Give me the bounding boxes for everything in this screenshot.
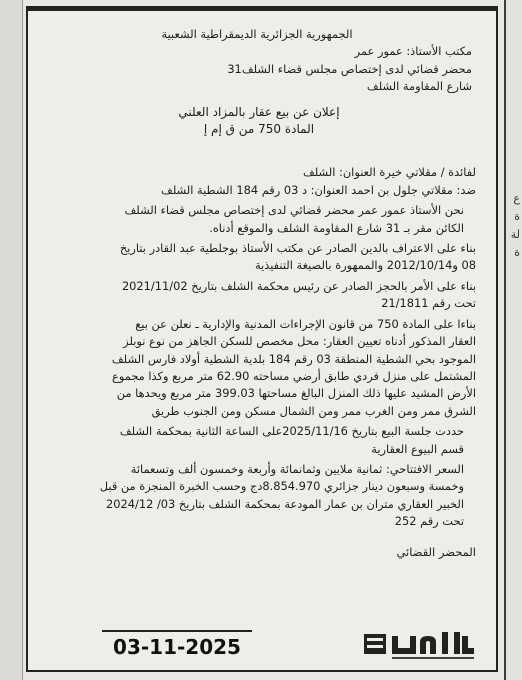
notice-title <box>42 104 476 139</box>
newspaper-logo <box>358 628 478 662</box>
text-line: بناء على الاعتراف بالدين الصادر عن مكتب الأستاذ بوجلطية عبد القادر بتاريخ <box>119 241 476 256</box>
office-name: مكتب الأستاذ: عمور عمر <box>354 44 472 59</box>
basis-debt <box>42 240 476 275</box>
adjacent-page-edge <box>0 0 23 680</box>
text-line: تحت رقم 252 <box>394 514 464 529</box>
notice-header <box>42 26 476 96</box>
text-line: 08 و2012/10/14 والممهورة بالصيغة التنفيذية <box>254 258 476 273</box>
text-line: بناء على الأمر بالحجز الصادر عن رئيس محكمة الشلف بتاريخ 2021/11/02 <box>121 278 476 293</box>
opening-price <box>42 461 476 531</box>
office-role: محضر قضائي لدى إختصاص مجلس قضاء الشلف31 <box>227 61 472 76</box>
bailiff-statement <box>42 202 476 237</box>
strip-fragment: ة <box>514 210 520 223</box>
text-line: المشتمل على منزل فردي طابق أرضي مساحته 62.90 متر مربع وكذا مجموع <box>112 368 476 383</box>
text-line: بناءا على المادة 750 من قانون الإجراءات المدنية والإدارية ـ نعلن عن بيع <box>135 316 476 331</box>
top-rule <box>28 8 496 11</box>
strip-fragment: ة <box>514 246 520 259</box>
title-line-1: إعلان عن بيع عقار بالمزاد العلني <box>178 104 340 119</box>
text-line: الخبير العقاري متران بن عمار المودعة بمحكمة الشلف بتاريخ 03/ 2024/12 <box>106 496 464 511</box>
text-line: الشرق ممر ومن الغرب ممر ومن الشمال مسكن ومن الجنوب طريق <box>151 403 476 418</box>
text-line: قسم البيوع العقارية <box>371 441 464 456</box>
text-line: نحن الأستاذ عمور عمر محضر قضائي لدى إختصاص مجلس قضاء الشلف <box>124 203 464 218</box>
text-line: حددت جلسة البيع بتاريخ 2025/11/16على الساعة الثانية بمحكمة الشلف <box>119 424 464 439</box>
text-line: العقار المذكور أدناه تعيين العقار: محل مخصص للسكن الجاهز من نوع نوبلز <box>123 334 476 349</box>
publication-date: 03-11-2025 <box>102 630 252 662</box>
title-line-2: المادة 750 من ق إم إ <box>203 122 315 137</box>
republic-heading: الجمهورية الجزائرية الديمقراطية الشعبية <box>161 27 353 41</box>
adjacent-column-strip <box>504 0 522 680</box>
text-line: الموجود بحي الشطية المنطقة 03 رقم 184 بلدية الشطية أولاد فارس الشلف <box>111 351 476 366</box>
text-line: السعر الافتتاحي: ثمانية ملايين وثمانمائة وأربعة وخمسون ألف وتسعمائة <box>130 461 464 476</box>
basis-seizure <box>42 278 476 313</box>
text-line: الأرض المشيد عليها ذلك المنزل البالغ مساحتها 399.03 متر مربع ويحدها من <box>116 386 476 401</box>
notice-body <box>42 164 476 558</box>
office-address: شارع المقاومة الشلف <box>366 79 472 94</box>
notice-footer <box>42 626 482 662</box>
sale-session <box>42 423 476 458</box>
defendant: ضد: مقلاتي جلول بن احمد العنوان: د 03 رقم 184 الشطية الشلف <box>161 182 476 197</box>
strip-fragment: ع <box>513 192 520 205</box>
text-line: تحت رقم 21/1811 <box>381 296 476 311</box>
beneficiary: لفائدة / مقلاتي خيرة العنوان: الشلف <box>303 165 476 180</box>
legal-notice <box>26 6 498 672</box>
signature: المحضر القضائي <box>396 544 476 559</box>
property-description <box>42 316 476 420</box>
text-line: الكائن مقر بـ 31 شارع المقاومة الشلف والموقع أدناه. <box>209 220 464 235</box>
text-line: وخمسة وسبعون دينار جزائري 8.854.970دج وحسب الخبرة المنجزة من قبل <box>99 479 464 494</box>
strip-fragment: لة <box>510 228 520 241</box>
